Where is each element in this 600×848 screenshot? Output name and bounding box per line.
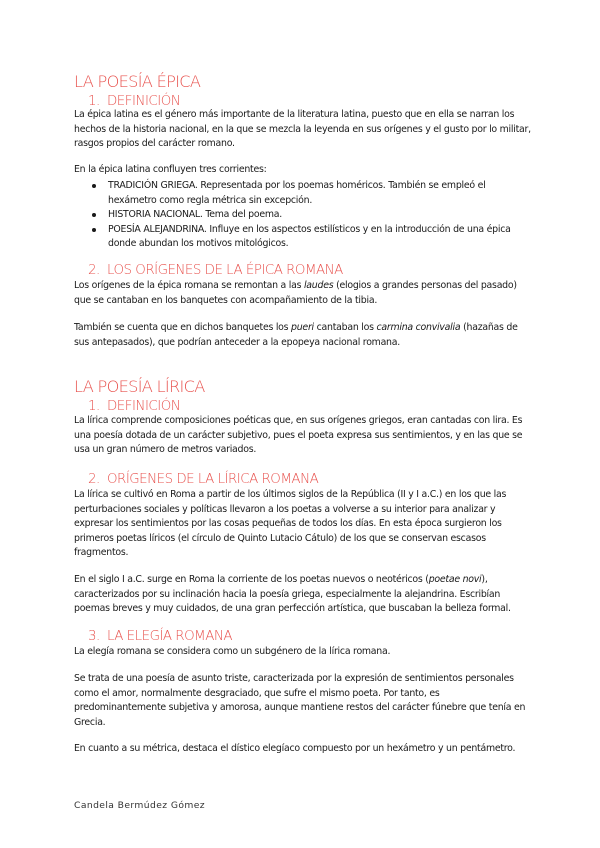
paragraph-epica-corrientes: En la épica latina confluyen tres corrientes: (74, 164, 267, 175)
text-run: (hazañas de sus antepasados), que podrían anteceder a la epopeya nacional romana. (74, 322, 518, 348)
paragraph-epica-origenes-2 (74, 321, 534, 350)
subheading-epica-origenes (88, 262, 343, 279)
italic-term: carmina convivalia (376, 322, 461, 333)
paragraph-epica-definicion: La épica latina es el género más importante de la literatura latina, puesto que en ella se narran los hechos de la historia nacional, en la que se mezcla la leyenda en sus orígenes y el gusto por lo militar, rasgos propios del carácter romano. (74, 109, 531, 149)
subheading-number: 2. (88, 263, 100, 278)
text-run: (elogios a grandes personas del pasado) que se cantaban en los banquetes con acompañamiento de la tibia. (74, 280, 517, 306)
paragraph-lirica-origenes-2 (74, 573, 534, 617)
subheading-text: DEFINICIÓN (107, 94, 181, 109)
paragraph-epica-origenes-1 (74, 279, 534, 308)
paragraph-elegia-1: La elegía romana se considera como un subgénero de la lírica romana. (74, 646, 391, 657)
text-run: ), caracterizados por su inclinación hacia la poesía griega, especialmente la alejandrina. Escribían poemas breves y muy cuidados, de una gran perfección artística, que buscaban la belleza formal. (74, 574, 511, 614)
italic-term: poetae novi (428, 574, 482, 585)
subheading-number: 2. (88, 472, 100, 487)
corrientes-list (90, 179, 530, 252)
subheading-text: LA ELEGÍA ROMANA (107, 629, 233, 644)
paragraph-lirica-definicion: La lírica comprende composiciones poéticas que, en sus orígenes griegos, eran cantadas con lira. Es una poesía dotada de un carácter subjetivo, pues el poeta expresa sus sentimientos, y en las que se usa un gran número de metros variados. (74, 415, 523, 455)
subheading-text: LOS ORÍGENES DE LA ÉPICA ROMANA (107, 263, 343, 278)
subheading-text: DEFINICIÓN (107, 399, 181, 414)
paragraph-elegia-2: Se trata de una poesía de asunto triste, caracterizada por la expresión de sentimientos personales como el amor, normalmente desgraciado, que sufre el mismo poeta. Por tanto, es predominantemente subjetiva y amorosa, aunque mantiene restos del carácter fúnebre que tenía en Grecia. (74, 673, 526, 728)
subheading-number: 1. (88, 94, 100, 109)
subheading-lirica-origenes (88, 471, 318, 488)
subheading-number: 1. (88, 399, 100, 414)
subheading-text: ORÍGENES DE LA LÍRICA ROMANA (107, 472, 319, 487)
subheading-lirica-definicion (88, 398, 180, 415)
text-run: Los orígenes de la épica romana se remontan a las (74, 280, 304, 291)
paragraph-lirica-origenes-1: La lírica se cultivó en Roma a partir de los últimos siglos de la República (II y I a.C.) en los que las perturbaciones sociales y políticas llevaron a los poetas a volverse a su interior para analizar y expresar los sentimientos por las cosas pequeñas de todos los días. En esta época surgieron los primeros poetas líricos (el círculo de Quinto Lutacio Cátulo) de los que se conservan escasos fragmentos. (74, 489, 507, 558)
list-item: POESÍA ALEJANDRINA. Influye en los aspectos estilísticos y en la introducción de una épica donde abundan los motivos mitológicos. (90, 223, 530, 252)
section-title-epica: LA POESÍA ÉPICA (74, 72, 201, 91)
section-title-lirica: LA POESÍA LÍRICA (74, 377, 205, 396)
list-item: TRADICIÓN GRIEGA. Representada por los poemas homéricos. También se empleó el hexámetro como regla métrica sin excepción. (90, 179, 530, 208)
footer-author: Candela Bermúdez Gómez (74, 800, 205, 811)
subheading-number: 3. (88, 629, 100, 644)
text-run: También se cuenta que en dichos banquetes los (74, 322, 292, 333)
list-item: HISTORIA NACIONAL. Tema del poema. (90, 208, 530, 223)
italic-term: laudes (303, 280, 334, 291)
text-run: cantaban los (313, 322, 377, 333)
paragraph-elegia-3: En cuanto a su métrica, destaca el dístico elegíaco compuesto por un hexámetro y un pentámetro. (74, 743, 516, 754)
subheading-elegia (88, 628, 232, 645)
italic-term: pueri (291, 322, 314, 333)
text-run: En el siglo I a.C. surge en Roma la corriente de los poetas nuevos o neotéricos ( (74, 574, 429, 585)
